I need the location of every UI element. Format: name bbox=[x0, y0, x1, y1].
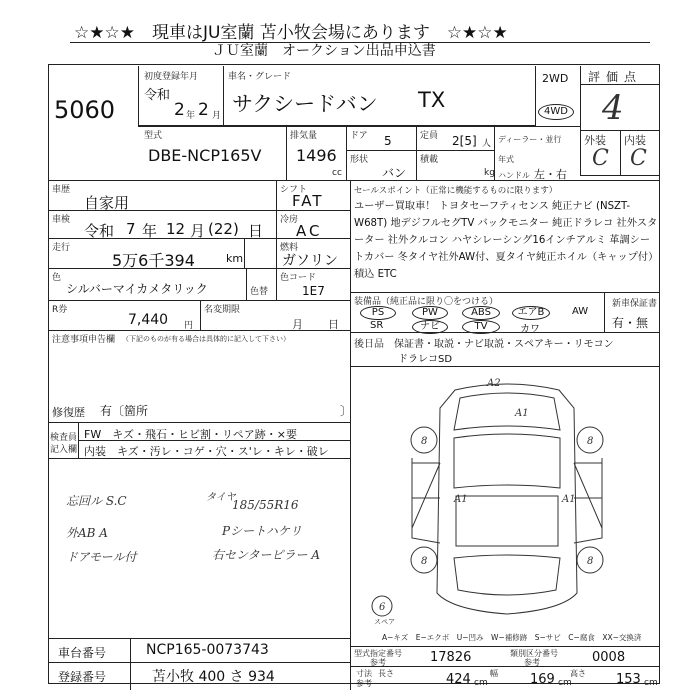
equip-abs: ABS bbox=[462, 306, 500, 320]
registration-label: 初度登録年月 bbox=[144, 72, 199, 82]
inspection-year-unit: 年 bbox=[142, 222, 158, 240]
name-change-label: 名変期限 bbox=[204, 305, 241, 315]
drive-2wd: 2WD bbox=[542, 72, 569, 85]
wheel-mark-fr: 8 bbox=[587, 436, 594, 447]
aircon-label: 冷房 bbox=[280, 215, 299, 225]
height-label: 高さ bbox=[570, 669, 586, 678]
registration-year: 2 bbox=[174, 100, 185, 120]
dealer-label: ディーラー・並行 bbox=[498, 135, 562, 144]
aircon-value: AC bbox=[296, 222, 323, 240]
accessories-label: 後日品 bbox=[354, 339, 384, 350]
equip-pw: PW bbox=[412, 306, 448, 320]
equipment-label: 装備品（純正品に限り〇をつける） bbox=[354, 297, 499, 307]
inspector-label-1: 検査員 bbox=[50, 433, 78, 443]
inspection-year: 7 bbox=[126, 220, 136, 238]
year-type-label: 年式 bbox=[498, 155, 514, 164]
vehicle-name: サクシードバン bbox=[232, 92, 378, 116]
class-sub: 参考 bbox=[524, 658, 540, 667]
spare-label: スペア bbox=[374, 618, 395, 626]
model-spec-sub: 参考 bbox=[370, 658, 386, 667]
inspector-label-2: 記入欄 bbox=[50, 445, 78, 455]
displacement-value: 1496 bbox=[296, 146, 337, 165]
hand-note-right-1: 185/55R16 bbox=[232, 498, 299, 512]
loadcap-label: 積載 bbox=[420, 155, 439, 165]
registration-month: 2 bbox=[198, 100, 209, 120]
door-value: 5 bbox=[384, 134, 392, 148]
repair-label: 修復歴 bbox=[52, 406, 85, 419]
repair-close: 〕 bbox=[340, 404, 353, 418]
fuel-label: 燃料 bbox=[280, 243, 299, 253]
inspection-label: 車検 bbox=[52, 215, 71, 225]
hand-note-left-3: ドアモール付 bbox=[66, 550, 137, 564]
capacity-label: 定員 bbox=[420, 131, 439, 141]
repair-value: 有〔箇所 bbox=[100, 404, 149, 418]
damage-legend: A−キズ E−エクボ U−凹み W−補修跡 S−サビ C−腐食 XX−交換済 bbox=[382, 633, 642, 642]
accessories-value: 保証書・取説・ナビ取説・スペアキー・リモコン bbox=[394, 339, 614, 350]
vehicle-grade: TX bbox=[418, 88, 446, 112]
warranty-label: 新車保証書 bbox=[612, 299, 658, 309]
selling-points-label: セールスポイント（正常に機能するものに限ります） bbox=[354, 186, 558, 196]
equip-ps: PS bbox=[360, 306, 396, 320]
drive-4wd: 4WD bbox=[538, 104, 574, 120]
model-spec-value: 17826 bbox=[430, 650, 472, 665]
dimensions-sub: 参考 bbox=[356, 679, 372, 688]
header-title: ☆★☆★ 現車はJU室蘭 苫小牧会場にあります ☆★☆★ bbox=[74, 23, 508, 43]
recycle-value: 7,440 bbox=[128, 312, 169, 328]
rating-label: 評価点 bbox=[588, 70, 643, 84]
model-value: DBE-NCP165V bbox=[148, 146, 262, 165]
spare-mark: 6 bbox=[379, 602, 386, 613]
wheel-mark-rl: 8 bbox=[421, 556, 428, 567]
class-value: 0008 bbox=[592, 650, 626, 665]
damage-mark-left: A1 bbox=[454, 494, 468, 505]
equip-tv: TV bbox=[462, 320, 500, 334]
hand-note-right-3: 右センターピラー A bbox=[212, 548, 321, 562]
interior-grade: C bbox=[630, 146, 647, 171]
inspection-day-unit: 日 bbox=[248, 222, 264, 240]
inspection-era: 令和 bbox=[84, 222, 115, 240]
shape-value: バン bbox=[382, 166, 407, 180]
door-label: ドア bbox=[350, 131, 368, 141]
width-value: 169 bbox=[530, 672, 555, 687]
damage-mark-windshield: A1 bbox=[515, 408, 529, 419]
notes-label: 注意事項申告欄 bbox=[52, 335, 116, 345]
dimensions-label: 寸法 bbox=[356, 669, 372, 678]
selling-points-text: ユーザー買取車！ トヨタセーフティセンス 純正ナビ (NSZT-W68T) 地デジフルセグTV バックモニター 純正ドラレコ 社外スターター 社外クルコン ハヤシレーシング16インチアルミ 革調シートカバー 冬タイヤ社外AW付、夏タイヤ純正ホイル（キャップ付）積込 ETC bbox=[354, 201, 658, 280]
recycle-label: R券 bbox=[52, 305, 68, 315]
colorcode-value: 1E7 bbox=[302, 284, 325, 298]
interior-label: 内装 bbox=[624, 134, 646, 147]
plate-label: 登録番号 bbox=[58, 670, 107, 684]
handle-value: 左・右 bbox=[534, 168, 567, 181]
width-label: 幅 bbox=[490, 669, 498, 678]
recycle-unit: 円 bbox=[184, 321, 194, 331]
wheel-mark-fl: 8 bbox=[421, 436, 428, 447]
notes-sub: （下記のものが有る場合は具体的に記入して下さい） bbox=[122, 335, 290, 343]
shift-value: FAT bbox=[292, 192, 324, 210]
registration-month-unit: 月 bbox=[212, 111, 222, 121]
length-value: 424 bbox=[446, 672, 471, 687]
vehicle-name-label: 車名・グレード bbox=[228, 72, 292, 82]
registration-year-unit: 年 bbox=[186, 111, 196, 121]
inspector-row-2: 内装 キズ・汚レ・コゲ・穴・ス'レ・キレ・破レ bbox=[84, 445, 329, 458]
equip-navi: ナビ bbox=[412, 320, 448, 334]
exterior-grade: C bbox=[592, 146, 609, 171]
hand-note-left-1: 忘回ル S.C bbox=[66, 494, 127, 508]
model-label: 型式 bbox=[144, 131, 163, 141]
shape-label: 形状 bbox=[350, 155, 369, 165]
warranty-value: 有・無 bbox=[612, 316, 649, 330]
lot-number: 5060 bbox=[54, 96, 116, 124]
usage-label: 車歴 bbox=[52, 185, 71, 195]
mileage-unit: km bbox=[226, 252, 244, 265]
equip-airbag: エアB bbox=[512, 306, 550, 320]
displacement-unit: cc bbox=[332, 168, 342, 178]
mileage-value: 5万6千394 bbox=[112, 251, 195, 270]
colorcode-label: 色コード bbox=[280, 273, 317, 283]
inspector-row-1: FW キズ・飛石・ヒビ割・リペア跡・×要 bbox=[84, 428, 297, 441]
capacity-unit: 人 bbox=[482, 139, 492, 149]
deadline-month: 月 bbox=[292, 318, 303, 331]
inspection-month-unit: 月 bbox=[190, 222, 206, 240]
deadline-day: 日 bbox=[328, 318, 339, 331]
equip-leather: カワ bbox=[520, 324, 540, 335]
wheel-mark-rr: 8 bbox=[587, 556, 594, 567]
mileage-label: 走行 bbox=[52, 243, 71, 253]
height-unit: cm bbox=[644, 678, 658, 688]
car-damage-diagram bbox=[352, 368, 658, 630]
height-value: 153 bbox=[616, 672, 641, 687]
chassis-value: NCP165-0073743 bbox=[146, 642, 269, 658]
hand-note-right-2: Pシートハケリ bbox=[222, 524, 302, 538]
width-unit: cm bbox=[558, 678, 572, 688]
capacity-value: 2[5] bbox=[452, 134, 477, 148]
exterior-label: 外装 bbox=[584, 134, 606, 147]
shift-label: シフト bbox=[280, 185, 308, 195]
chassis-label: 車台番号 bbox=[58, 646, 107, 660]
length-unit: cm bbox=[474, 678, 488, 688]
color-change-label: 色替 bbox=[250, 287, 269, 297]
equip-aw: AW bbox=[572, 306, 589, 317]
model-spec-label: 型式指定番号 bbox=[354, 649, 402, 658]
plate-value: 苫小牧 400 さ 934 bbox=[152, 669, 275, 685]
handle-label: ハンドル bbox=[498, 171, 530, 180]
header-subtitle: ＪＵ室蘭 オークション出品申込書 bbox=[212, 43, 436, 59]
damage-mark-front: A2 bbox=[487, 378, 501, 389]
equip-sr: SR bbox=[370, 320, 384, 331]
inspection-month: 12 bbox=[166, 220, 186, 238]
class-label: 類別区分番号 bbox=[510, 649, 558, 658]
displacement-label: 排気量 bbox=[290, 131, 318, 141]
loadcap-unit: kg bbox=[484, 168, 495, 178]
damage-mark-right: A1 bbox=[562, 494, 576, 505]
hand-note-right-0: タイヤ bbox=[206, 492, 236, 503]
registration-era: 令和 bbox=[144, 88, 171, 103]
color-value: シルバーマイカメタリック bbox=[66, 282, 208, 296]
color-label: 色 bbox=[52, 273, 62, 283]
accessories-value-2: ドラレコSD bbox=[398, 354, 453, 365]
length-label: 長さ bbox=[378, 669, 394, 678]
fuel-value: ガソリン bbox=[282, 253, 338, 269]
hand-note-left-2: 外AB A bbox=[66, 526, 108, 540]
rating-score: 4 bbox=[602, 88, 624, 128]
inspection-day: (22) bbox=[208, 220, 239, 238]
usage-value: 自家用 bbox=[84, 194, 130, 212]
